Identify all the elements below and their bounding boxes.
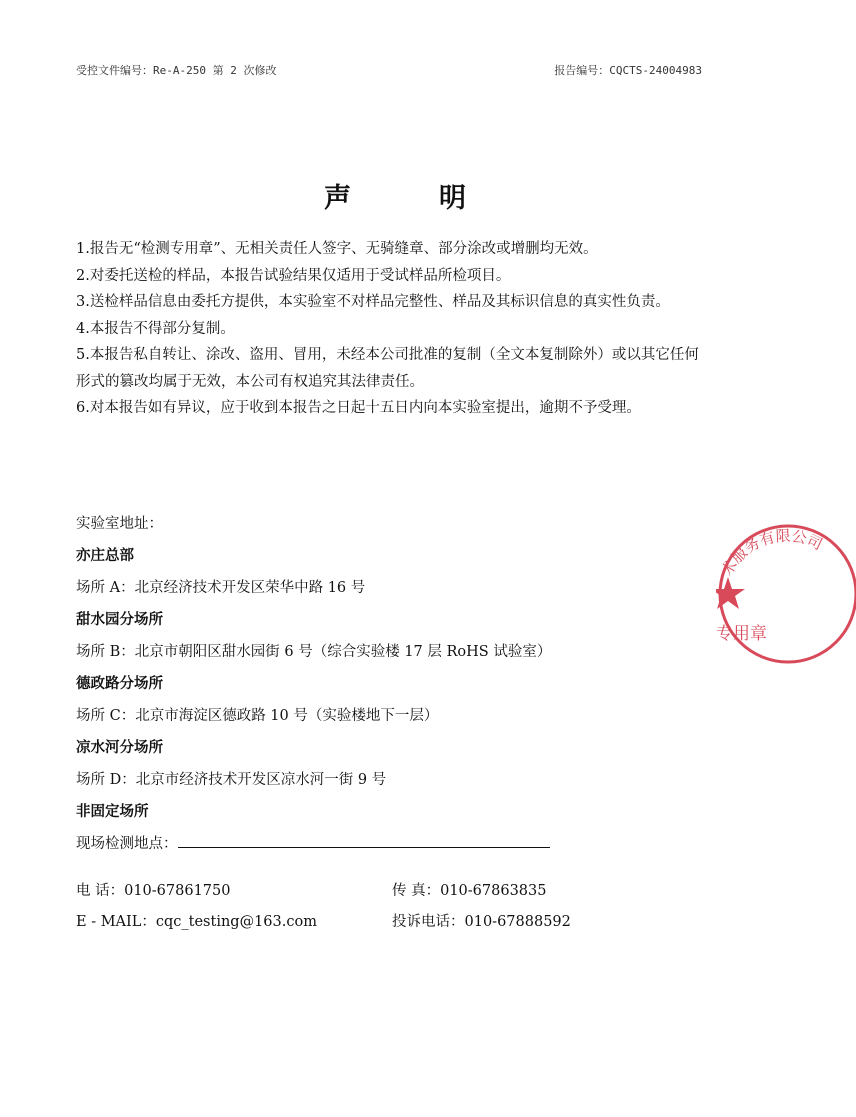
official-seal [716,519,856,669]
page-title [0,176,790,215]
declaration-item: 1.报告无“检测专用章”、无相关责任人签字、无骑缝章、部分涂改或增删均无效。 [76,241,598,257]
lab-address-heading: 实验室地址： [76,516,163,532]
onsite-location-blank [178,833,550,848]
declaration-item: 6.对本报告如有异议，应于收到本报告之日起十五日内向本实验室提出，逾期不予受理。 [76,400,641,416]
onsite-location-label: 现场检测地点： [76,836,178,852]
contact-row-2 [76,910,716,934]
controlled-document-number: 受控文件编号：Re-A-250 第 2 次修改 [76,64,277,77]
complaint-phone: 投诉电话：010-67888592 [392,914,571,930]
declaration-item: 4.本报告不得部分复制。 [76,320,235,337]
site-name: 亦庄总部 [76,548,134,564]
site-name: 甜水园分场所 [76,612,163,628]
title-char-2: 明 [439,183,466,214]
declaration-item: 2.对委托送检的样品，本报告试验结果仅适用于受试样品所检项目。 [76,267,511,284]
declaration-item: 5.本报告私自转让、涂改、盗用、冒用，未经本公司批准的复制（全文本复制除外）或以其它任何形式的篡改均属于无效，本公司有权追究其法律责任。 [76,347,699,390]
onsite-location-row [76,828,696,860]
seal-text: 术服务有限公司 [717,526,826,579]
declaration-list [76,236,704,422]
site-name: 德政路分场所 [76,676,163,692]
fax: 传 真：010-67863835 [392,883,547,899]
contact-row-1 [76,879,716,903]
site-name: 非固定场所 [76,804,149,820]
seal-subtext: 专用章 [716,624,767,644]
site-address: 场所 B：北京市朝阳区甜水园街 6 号（综合实验楼 17 层 RoHS 试验室） [76,644,552,660]
phone: 电 话：010-67861750 [76,883,231,899]
site-address: 场所 A：北京经济技术开发区荣华中路 16 号 [76,580,366,596]
report-number: 报告编号：CQCTS-24004983 [554,64,702,77]
site-name: 凉水河分场所 [76,740,163,756]
lab-addresses [76,508,696,860]
site-address: 场所 D：北京市经济技术开发区凉水河一街 9 号 [76,772,387,788]
site-address: 场所 C：北京市海淀区德政路 10 号（实验楼地下一层） [76,708,439,724]
title-char-1: 声 [324,183,351,214]
email: E - MAIL：cqc_testing@163.com [76,914,317,930]
declaration-item: 3.送检样品信息由委托方提供，本实验室不对样品完整性、样品及其标识信息的真实性负责。 [76,294,670,310]
